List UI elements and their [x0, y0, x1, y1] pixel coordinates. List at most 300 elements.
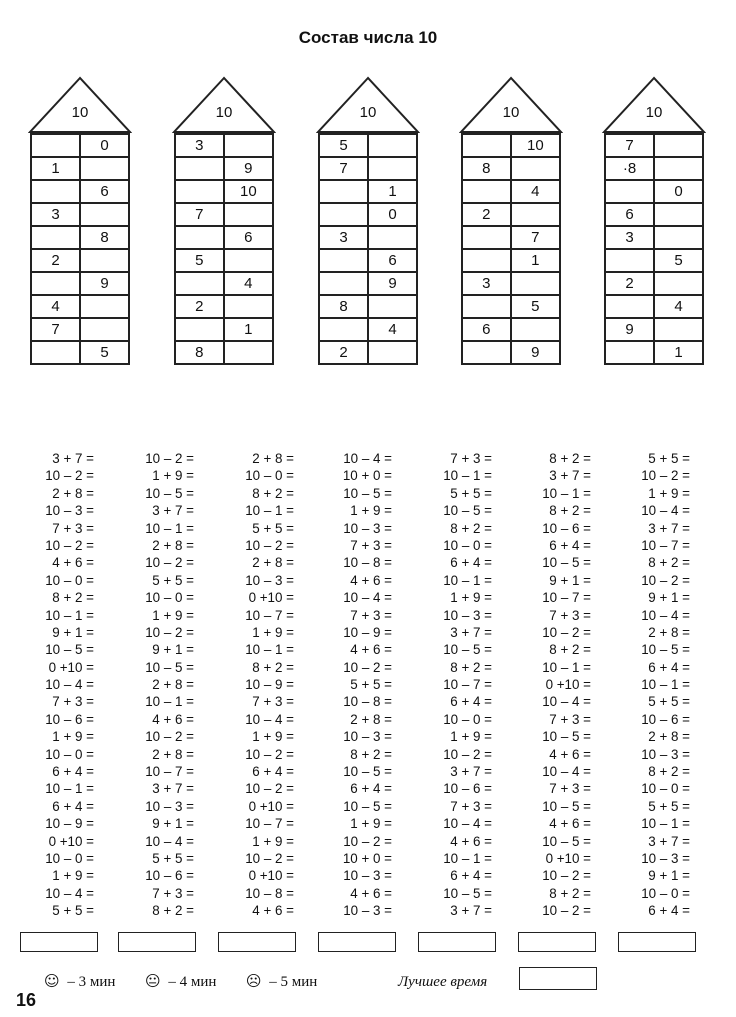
house-row: [175, 295, 273, 318]
example-item: 10 – 1 =: [45, 607, 94, 623]
example-item: 10 – 2 =: [45, 468, 94, 484]
house-cell[interactable]: [319, 249, 368, 272]
example-item: 10 – 5 =: [542, 798, 591, 814]
example-column: [312, 450, 392, 920]
house-cell[interactable]: [80, 203, 129, 226]
example-column: [214, 450, 294, 920]
example-item: 4 + 6 =: [52, 555, 94, 571]
house-cell[interactable]: [319, 180, 368, 203]
house-cell[interactable]: [605, 249, 654, 272]
house-cell: 5: [319, 134, 368, 157]
house-row: [462, 134, 560, 157]
example-item: 10 – 1 =: [443, 572, 492, 588]
house-row: [175, 249, 273, 272]
example-item: 4 + 6 =: [350, 885, 392, 901]
example-item: 2 + 8 =: [252, 555, 294, 571]
example-item: 1 + 9 =: [152, 607, 194, 623]
example-item: 5 + 5 =: [52, 903, 94, 919]
house-row: [319, 180, 417, 203]
example-item: 10 – 2 =: [245, 537, 294, 553]
example-item: 0 +10 =: [248, 590, 294, 606]
example-item: 10 – 5 =: [542, 833, 591, 849]
house-row: [175, 134, 273, 157]
house-row: [319, 157, 417, 180]
example-item: 6 + 4 =: [252, 764, 294, 780]
house-cell[interactable]: [605, 341, 654, 364]
house-cell: 5: [175, 249, 224, 272]
house-row: [31, 295, 129, 318]
house-cell: 2: [31, 249, 80, 272]
example-item: 9 + 1 =: [648, 590, 690, 606]
example-item: 10 – 9 =: [45, 816, 94, 832]
house-cell[interactable]: [654, 272, 703, 295]
house-grid: [461, 133, 561, 365]
example-item: 8 + 2 =: [450, 520, 492, 536]
house-cell: 1: [511, 249, 560, 272]
house-cell: 2: [175, 295, 224, 318]
house-cell: ·8: [605, 157, 654, 180]
time-result-box[interactable]: [218, 932, 296, 952]
example-item: 3 + 7 =: [52, 451, 94, 466]
house-cell[interactable]: [462, 180, 511, 203]
example-item: 8 + 2 =: [549, 503, 591, 519]
best-time-box[interactable]: [519, 967, 597, 990]
example-item: 10 – 2 =: [145, 624, 194, 640]
house-row: [31, 318, 129, 341]
example-item: 10 – 0 =: [641, 885, 690, 901]
house-row: [175, 203, 273, 226]
example-item: 10 – 5 =: [145, 659, 194, 675]
house-cell[interactable]: [319, 272, 368, 295]
house-cell: 9: [605, 318, 654, 341]
house-cell: 7: [605, 134, 654, 157]
house-row: [319, 295, 417, 318]
house-cell[interactable]: [368, 295, 417, 318]
example-item: 10 – 1 =: [45, 781, 94, 797]
house-row: [462, 226, 560, 249]
house-cell: 6: [605, 203, 654, 226]
example-item: 10 – 1 =: [542, 485, 591, 501]
example-item: 1 + 9 =: [450, 729, 492, 745]
number-house: [459, 76, 563, 361]
house-row: [462, 295, 560, 318]
example-item: 10 – 3 =: [641, 746, 690, 762]
example-item: 2 + 8 =: [252, 451, 294, 466]
house-cell[interactable]: [462, 134, 511, 157]
example-item: 6 + 4 =: [648, 903, 690, 919]
house-cell: 3: [175, 134, 224, 157]
example-item: 6 + 4 =: [52, 764, 94, 780]
time-result-box[interactable]: [418, 932, 496, 952]
house-cell[interactable]: [368, 157, 417, 180]
example-item: 10 – 1 =: [443, 468, 492, 484]
house-cell[interactable]: [175, 180, 224, 203]
example-item: 10 – 1 =: [443, 850, 492, 866]
example-item: 10 – 3 =: [45, 503, 94, 519]
house-cell[interactable]: [368, 226, 417, 249]
house-grid: [318, 133, 418, 365]
time-result-box[interactable]: [518, 932, 596, 952]
house-cell: 3: [605, 226, 654, 249]
example-item: 10 – 2 =: [45, 537, 94, 553]
house-cell[interactable]: [80, 295, 129, 318]
example-item: 4 + 6 =: [252, 903, 294, 919]
house-row: [462, 180, 560, 203]
example-item: 1 + 9 =: [350, 503, 392, 519]
example-column: [14, 450, 94, 920]
house-row: [319, 318, 417, 341]
house-cell[interactable]: [462, 249, 511, 272]
house-cell: 0: [368, 203, 417, 226]
house-cell: 0: [654, 180, 703, 203]
example-column: [114, 450, 194, 920]
example-item: 8 + 2 =: [648, 764, 690, 780]
example-item: 10 – 3 =: [443, 607, 492, 623]
example-item: 5 + 5 =: [252, 520, 294, 536]
example-item: 8 + 2 =: [52, 590, 94, 606]
example-item: 4 + 6 =: [549, 746, 591, 762]
example-item: 10 – 4 =: [245, 711, 294, 727]
example-item: 10 – 2 =: [343, 659, 392, 675]
house-cell: 10: [511, 134, 560, 157]
house-cell[interactable]: [80, 157, 129, 180]
example-item: 1 + 9 =: [252, 729, 294, 745]
house-cell[interactable]: [31, 180, 80, 203]
example-item: 10 – 9 =: [343, 624, 392, 640]
house-cell: 2: [605, 272, 654, 295]
house-row: [31, 249, 129, 272]
house-cell: 4: [654, 295, 703, 318]
house-cell[interactable]: [511, 272, 560, 295]
house-cell: 10: [224, 180, 273, 203]
example-item: 10 – 5 =: [443, 503, 492, 519]
example-item: 10 – 9 =: [245, 677, 294, 693]
page-title: Состав числа 10: [298, 28, 438, 47]
house-cell: 6: [224, 226, 273, 249]
example-item: 10 – 7 =: [542, 590, 591, 606]
time-result-box[interactable]: [20, 932, 98, 952]
house-row: [462, 318, 560, 341]
house-cell: 9: [80, 272, 129, 295]
house-row: [175, 341, 273, 364]
house-cell[interactable]: [175, 272, 224, 295]
example-item: 10 – 6 =: [145, 868, 194, 884]
house-cell: 9: [224, 157, 273, 180]
example-item: 7 + 3 =: [549, 607, 591, 623]
example-item: 3 + 7 =: [450, 764, 492, 780]
example-item: 6 + 4 =: [350, 781, 392, 797]
example-item: 10 – 1 =: [542, 659, 591, 675]
house-cell: 3: [462, 272, 511, 295]
house-grid: [30, 133, 130, 365]
example-item: 10 – 0 =: [45, 746, 94, 762]
house-cell: 6: [368, 249, 417, 272]
example-item: 10 – 2 =: [542, 624, 591, 640]
house-row: [605, 134, 703, 157]
house-cell: 4: [224, 272, 273, 295]
example-item: 9 + 1 =: [52, 624, 94, 640]
example-item: 10 – 2 =: [542, 868, 591, 884]
example-item: 1 + 9 =: [648, 485, 690, 501]
example-item: 10 – 5 =: [343, 764, 392, 780]
house-cell: 7: [175, 203, 224, 226]
house-cell[interactable]: [224, 295, 273, 318]
house-cell: 9: [511, 341, 560, 364]
example-item: 10 – 6 =: [641, 711, 690, 727]
example-item: 10 – 1 =: [245, 642, 294, 658]
example-item: 10 – 5 =: [343, 798, 392, 814]
example-item: 10 – 8 =: [343, 555, 392, 571]
house-cell[interactable]: [31, 134, 80, 157]
example-item: 10 – 4 =: [641, 607, 690, 623]
house-row: [175, 272, 273, 295]
example-item: 7 + 3 =: [152, 885, 194, 901]
example-item: 10 – 3 =: [343, 520, 392, 536]
example-item: 10 – 7 =: [145, 764, 194, 780]
page-number: 16: [16, 990, 37, 1010]
example-item: 7 + 3 =: [252, 694, 294, 710]
example-item: 6 + 4 =: [52, 798, 94, 814]
example-item: 10 – 5 =: [641, 642, 690, 658]
example-item: 0 +10 =: [545, 850, 591, 866]
house-row: [319, 249, 417, 272]
best-time-label: Лучшее время: [398, 974, 488, 990]
house-cell[interactable]: [462, 226, 511, 249]
example-item: 10 – 2 =: [245, 850, 294, 866]
house-row: [175, 226, 273, 249]
house-cell[interactable]: [654, 226, 703, 249]
house-cell[interactable]: [654, 203, 703, 226]
example-item: 10 – 5 =: [45, 642, 94, 658]
example-item: 10 – 3 =: [641, 850, 690, 866]
example-item: 10 – 2 =: [641, 572, 690, 588]
example-item: 1 + 9 =: [252, 833, 294, 849]
example-item: 10 – 4 =: [45, 885, 94, 901]
house-cell[interactable]: [175, 157, 224, 180]
example-item: 10 – 2 =: [542, 903, 591, 919]
house-grid: [604, 133, 704, 365]
house-row: [319, 272, 417, 295]
example-item: 6 + 4 =: [450, 555, 492, 571]
example-item: 10 – 0 =: [45, 850, 94, 866]
example-item: 10 – 5 =: [343, 485, 392, 501]
example-item: 5 + 5 =: [350, 677, 392, 693]
house-cell[interactable]: [605, 295, 654, 318]
number-house: [28, 76, 132, 361]
example-item: 7 + 3 =: [549, 711, 591, 727]
house-cell[interactable]: [175, 226, 224, 249]
house-cell: 4: [511, 180, 560, 203]
example-item: 10 – 0 =: [443, 711, 492, 727]
house-cell[interactable]: [224, 341, 273, 364]
house-cell: 2: [462, 203, 511, 226]
house-row: [462, 272, 560, 295]
example-item: 4 + 6 =: [549, 816, 591, 832]
example-item: 10 – 6 =: [443, 781, 492, 797]
house-row: [31, 272, 129, 295]
example-item: 7 + 3 =: [549, 781, 591, 797]
house-cell[interactable]: [462, 295, 511, 318]
example-item: 6 + 4 =: [450, 868, 492, 884]
example-item: 6 + 4 =: [549, 537, 591, 553]
example-item: 0 +10 =: [48, 659, 94, 675]
house-cell[interactable]: [224, 203, 273, 226]
house-row: [31, 134, 129, 157]
house-cell[interactable]: [368, 341, 417, 364]
house-cell: 8: [175, 341, 224, 364]
example-item: 10 – 1 =: [641, 816, 690, 832]
smile-face-icon: ☺: [44, 972, 60, 990]
example-item: 2 + 8 =: [648, 729, 690, 745]
number-house: [172, 76, 276, 361]
house-cell[interactable]: [654, 157, 703, 180]
example-item: 1 + 9 =: [252, 624, 294, 640]
example-item: 3 + 7 =: [450, 903, 492, 919]
example-item: 7 + 3 =: [52, 520, 94, 536]
example-item: 0 +10 =: [48, 833, 94, 849]
house-row: [605, 295, 703, 318]
example-item: 4 + 6 =: [152, 711, 194, 727]
example-item: 10 – 3 =: [343, 903, 392, 919]
house-cell: 6: [462, 318, 511, 341]
example-item: 10 – 5 =: [443, 642, 492, 658]
example-item: 10 – 7 =: [245, 607, 294, 623]
house-row: [605, 341, 703, 364]
house-cell[interactable]: [462, 341, 511, 364]
example-item: 0 +10 =: [248, 868, 294, 884]
legend-label-3min: – 3 мин: [67, 974, 116, 990]
example-item: 10 + 0 =: [342, 468, 392, 484]
house-cell[interactable]: [224, 249, 273, 272]
house-row: [462, 249, 560, 272]
number-house: [316, 76, 420, 361]
time-legend: [44, 972, 321, 991]
example-item: 5 + 5 =: [450, 485, 492, 501]
example-item: 1 + 9 =: [350, 816, 392, 832]
house-cell: 1: [31, 157, 80, 180]
house-row: [319, 134, 417, 157]
house-grid: [174, 133, 274, 365]
example-item: 10 – 4 =: [343, 451, 392, 466]
house-cell[interactable]: [511, 157, 560, 180]
house-cell[interactable]: [31, 341, 80, 364]
house-cell: 8: [462, 157, 511, 180]
example-item: 8 + 2 =: [549, 642, 591, 658]
house-cell[interactable]: [654, 134, 703, 157]
example-item: 3 + 7 =: [549, 468, 591, 484]
example-item: 7 + 3 =: [52, 694, 94, 710]
example-item: 1 + 9 =: [52, 729, 94, 745]
house-row: [462, 157, 560, 180]
number-house: [602, 76, 706, 361]
house-cell[interactable]: [31, 226, 80, 249]
time-result-box[interactable]: [618, 932, 696, 952]
example-item: 2 + 8 =: [350, 711, 392, 727]
example-item: 9 + 1 =: [152, 816, 194, 832]
example-item: 10 – 2 =: [245, 746, 294, 762]
example-column: [511, 450, 591, 920]
example-item: 4 + 6 =: [350, 642, 392, 658]
house-row: [462, 341, 560, 364]
example-item: 8 + 2 =: [450, 659, 492, 675]
house-cell[interactable]: [175, 318, 224, 341]
house-cell[interactable]: [319, 203, 368, 226]
house-row: [175, 157, 273, 180]
house-cell: 3: [319, 226, 368, 249]
house-cell[interactable]: [605, 180, 654, 203]
example-item: 5 + 5 =: [648, 694, 690, 710]
example-item: 1 + 9 =: [52, 868, 94, 884]
example-item: 10 – 2 =: [641, 468, 690, 484]
house-cell[interactable]: [368, 134, 417, 157]
example-item: 8 + 2 =: [648, 555, 690, 571]
example-item: 5 + 5 =: [152, 850, 194, 866]
example-item: 2 + 8 =: [648, 624, 690, 640]
example-item: 1 + 9 =: [450, 590, 492, 606]
time-result-box[interactable]: [318, 932, 396, 952]
example-item: 10 – 4 =: [542, 694, 591, 710]
house-cell[interactable]: [80, 318, 129, 341]
time-result-box[interactable]: [118, 932, 196, 952]
house-cell[interactable]: [511, 203, 560, 226]
house-row: [605, 157, 703, 180]
example-item: 5 + 5 =: [152, 572, 194, 588]
house-cell[interactable]: [224, 134, 273, 157]
legend-label-5min: – 5 мин: [269, 974, 318, 990]
example-item: 10 – 5 =: [145, 485, 194, 501]
example-item: 3 + 7 =: [450, 624, 492, 640]
example-column: [412, 450, 492, 920]
example-item: 10 – 2 =: [145, 729, 194, 745]
example-item: 10 – 1 =: [641, 677, 690, 693]
example-item: 8 + 2 =: [252, 485, 294, 501]
house-row: [319, 203, 417, 226]
example-item: 3 + 7 =: [648, 520, 690, 536]
example-item: 9 + 1 =: [648, 868, 690, 884]
house-cell: 5: [511, 295, 560, 318]
example-item: 0 +10 =: [545, 677, 591, 693]
example-column: [610, 450, 690, 920]
house-cell: 3: [31, 203, 80, 226]
example-item: 10 – 7 =: [641, 537, 690, 553]
example-item: 10 – 2 =: [145, 555, 194, 571]
house-cell[interactable]: [511, 318, 560, 341]
house-cell[interactable]: [654, 318, 703, 341]
house-cell[interactable]: [31, 272, 80, 295]
example-item: 10 – 2 =: [443, 746, 492, 762]
house-cell[interactable]: [319, 318, 368, 341]
example-item: 10 – 4 =: [145, 833, 194, 849]
example-item: 8 + 2 =: [252, 659, 294, 675]
house-cell: 2: [319, 341, 368, 364]
example-item: 2 + 8 =: [152, 677, 194, 693]
house-row: [175, 180, 273, 203]
example-item: 10 – 7 =: [245, 816, 294, 832]
house-row: [319, 226, 417, 249]
example-item: 10 – 4 =: [343, 590, 392, 606]
house-cell[interactable]: [80, 249, 129, 272]
example-item: 10 – 6 =: [45, 711, 94, 727]
example-item: 10 – 7 =: [443, 677, 492, 693]
house-cell: 4: [31, 295, 80, 318]
example-item: 10 – 4 =: [45, 677, 94, 693]
house-cell: 8: [319, 295, 368, 318]
house-cell: 1: [654, 341, 703, 364]
example-item: 10 – 0 =: [245, 468, 294, 484]
house-roof-number: 10: [645, 104, 663, 121]
house-cell: 9: [368, 272, 417, 295]
sad-face-icon: ☹: [245, 972, 262, 990]
